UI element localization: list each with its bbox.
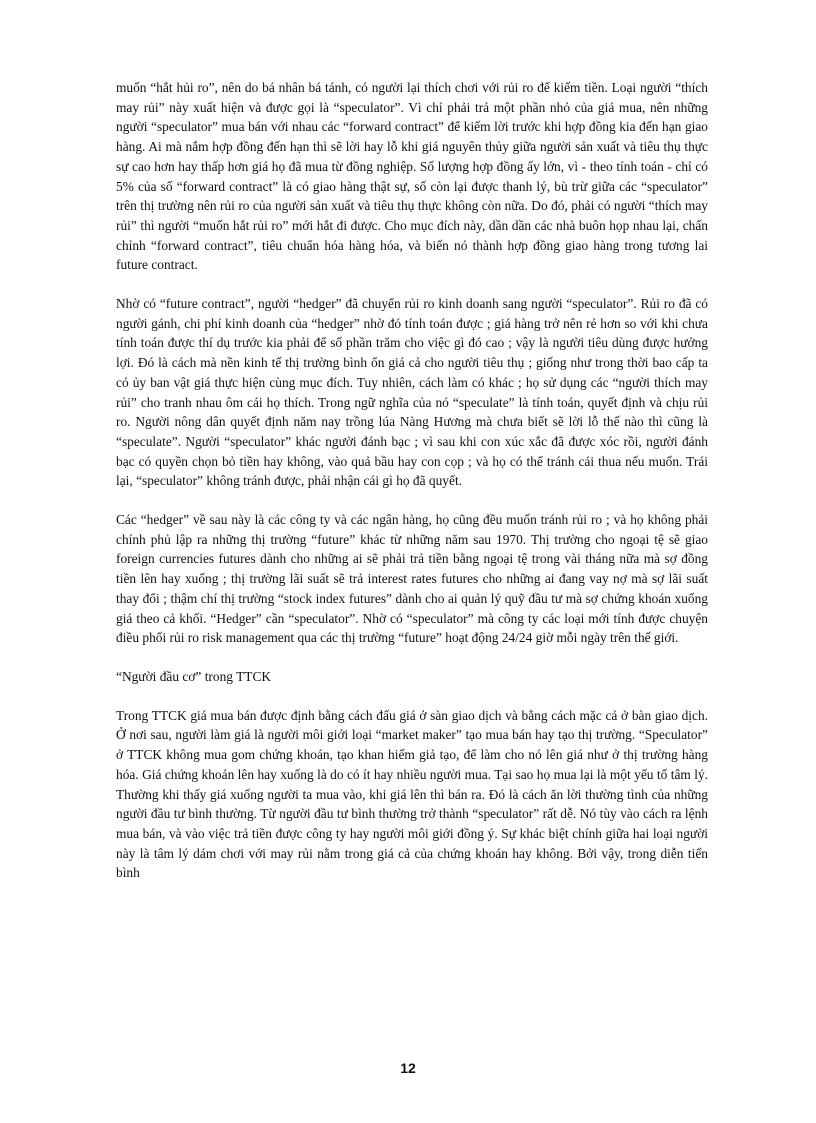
paragraph-ttck: Trong TTCK giá mua bán được định bằng cách đấu giá ở sàn giao dịch và bằng cách mặc cả ở bàn giao dịch. Ở nơi sau, người làm giá là người môi giới loại “market maker” tạo mua bán hay tạo thị trường. “Speculator” ở TTCK không mua gom chứng khoán, tạo khan hiếm giả tạo, để làm cho nó lên giá như ở thị trường hàng hóa. Giá chứng khoán lên hay xuống là do có ít hay nhiều người mua. Tại sao họ mua lại là một yếu tố tâm lý. Thường khi thấy giá xuống người ta mua vào, khi giá lên thì bán ra. Đó là cách ăn lời thường tình của những người đầu tư bình thường. Từ người đầu tư bình thường trở thành “speculator” rất dễ. Nó tùy vào cách ra lệnh mua bán, và vào việc trả tiền được công ty hay người môi giới đồng ý. Sự khác biệt chính giữa hai loại người này là tâm lý dám chơi với may rủi nằm trong giá cả của chứng khoán hay không. Bởi vậy, trong diễn tiến bình bbox=[116, 707, 708, 881]
paragraph-hedger-markets: Các “hedger” về sau này là các công ty và các ngân hàng, họ cũng đều muốn tránh rủi ro ; và họ không phải chính phủ lập ra những thị trường “future” khác từ những năm sau 1970. Thị trường cho ngoại tệ sẽ giao foreign currencies futures dành cho những ai sẽ phải trả tiền bằng ngoại tệ trong vài tháng nữa mà sợ đồng tiền lên hay xuống ; thị trường lãi suất sẽ trả interest rates futures cho những ai đang vay nợ mà sợ lãi suất thay đổi ; thậm chí thị trường “stock index futures” dành cho ai quản lý quỹ đầu tư mà sợ chứng khoán xuống giá theo cả khối. “Hedger” cần “speculator”. Nhờ có “speculator” mà công ty các loại mới tính được chuyện điều phối rủi ro risk management qua các thị trường “future” hoạt động 24/24 giờ mỗi ngày trên thế giới. bbox=[116, 512, 708, 646]
page-body bbox=[116, 78, 708, 902]
page-number: 12 bbox=[400, 1060, 416, 1076]
paragraph-future-contract: Nhờ có “future contract”, người “hedger” đã chuyển rủi ro kinh doanh sang người “speculator”. Rủi ro đã có người gánh, chi phí kinh doanh của “hedger” nhờ đó tính toán được ; giá hàng trở nên rẻ hơn so với khi chưa tính toán được thí dụ trước kia phải để số phần trăm cho việc gì đó cao ; vậy là người tiêu dùng được hưởng lợi. Đó là cách mà nền kinh tế thị trường bình ổn giá cả cho người tiêu thụ ; giống như trong thời bao cấp ta có ủy ban vật giá thực hiện cùng mục đích. Tuy nhiên, cách làm có khác ; họ sử dụng các “người thích may rủi” cho tranh nhau ôm cái họ thích. Trong ngữ nghĩa của nó “speculate” là tính toán, quyết định và chịu rủi ro. Người nông dân quyết định năm nay trồng lúa Nàng Hương mà chưa biết sẽ lời lỗ thế nào thì cũng là “speculate”. Người “speculator” khác người đánh bạc ; vì sau khi con xúc xắc đã được xóc rồi, người đánh bạc có quyền chọn bỏ tiền hay không, vào quả bầu hay con cọp ; và họ có thể tránh cái thua nếu muốn. Trái lại, “speculator” không tránh được, phải nhận cái gì họ đã quyết. bbox=[116, 296, 708, 489]
section-heading: “Người đầu cơ” trong TTCK bbox=[116, 668, 272, 684]
paragraph-speculator-origin: muốn “hắt hủi ro”, nên do bá nhân bá tánh, có người lại thích chơi với rủi ro để kiếm tiền. Loại người “thích may rủi” này xuất hiện và được gọi là “speculator”. Vì chỉ phải trả một phần nhỏ của giá mua, nên những người “speculator” mua bán với nhau các “forward contract” để kiếm lời trước khi hợp đồng kia đến hạn giao hàng. Ai mà nắm hợp đồng đến hạn thì sẽ lời hay lỗ khi giá nguyên thủy giữa người sản xuất và tiêu thụ thực sự cao hơn hay thấp hơn giá họ đã mua từ đồng nghiệp. Số lượng hợp đồng ấy lớn, vì - theo tính toán - chỉ có 5% của số “forward contract” là có giao hàng thật sự, số còn lại được thanh lý, bù trừ giữa các “speculator” trên thị trường nên rủi ro của người sản xuất và tiêu thụ thực không còn nữa. Do đó, phải có người “thích may rủi” thì người “muốn hắt rủi ro” mới hắt đi được. Cho mục đích này, dần dần các nhà buôn họp nhau lại, chấn chỉnh “forward contract”, tiêu chuẩn hóa hàng hóa, và biến nó thành hợp đồng giao hàng trong tương lai future contract. bbox=[116, 80, 708, 273]
